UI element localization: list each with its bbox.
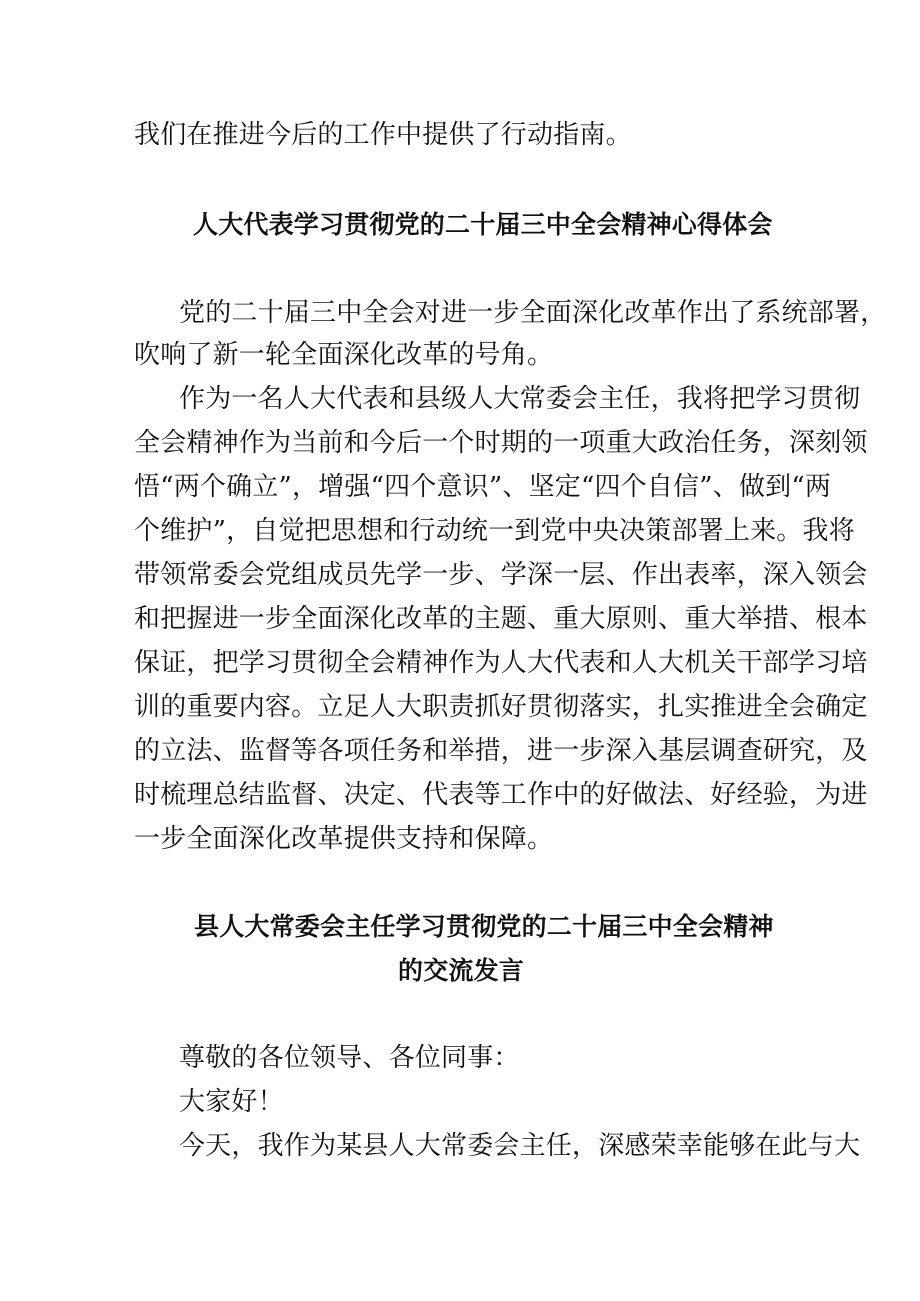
- section1-para2-line4: 个维护”，自觉把思想和行动统一到党中央决策部署上来。我将: [134, 516, 855, 546]
- section1-para2-line10: 时梳理总结监督、决定、代表等工作中的好做法、好经验，为进: [134, 780, 868, 810]
- section2-title-line2: 的交流发言: [398, 956, 525, 985]
- section1-para2-line1: 作为一名人大代表和县级人大常委会主任，我将把学习贯彻: [179, 384, 861, 414]
- section1-para2-line3: 悟“两个确立”，增强“四个意识”、坚定“四个自信”、做到“两: [134, 472, 832, 502]
- section1-para1-line1: 党的二十届三中全会对进一步全面深化改革作出了系统部署，: [179, 298, 887, 328]
- section2-title-line1: 县人大常委会主任学习贯彻党的二十届三中全会精神: [194, 912, 774, 941]
- section2-opening: 今天，我作为某县人大常委会主任，深感荣幸能够在此与大: [179, 1131, 861, 1161]
- section2-greeting: 大家好！: [179, 1087, 284, 1117]
- section1-para1-line2: 吹响了新一轮全面深化改革的号角。: [134, 340, 554, 370]
- section1-para2-line5: 带领常委会党组成员先学一步、学深一层、作出表率，深入领会: [134, 560, 868, 590]
- section1-para2-line8: 训的重要内容。立足人大职责抓好贯彻落实，扎实推进全会确定: [134, 692, 868, 722]
- continuation-line: 我们在推进今后的工作中提供了行动指南。: [134, 120, 632, 150]
- section1-para2-line9: 的立法、监督等各项任务和举措，进一步深入基层调查研究，及: [134, 736, 868, 766]
- section1-title: 人大代表学习贯彻党的二十届三中全会精神心得体会: [193, 210, 773, 239]
- section1-para2-line2: 全会精神作为当前和今后一个时期的一项重大政治任务，深刻领: [134, 428, 868, 458]
- section1-para2-line11: 一步全面深化改革提供支持和保障。: [134, 824, 554, 854]
- section1-para2-line7: 保证，把学习贯彻全会精神作为人大代表和人大机关干部学习培: [134, 648, 868, 678]
- section1-para2-line6: 和把握进一步全面深化改革的主题、重大原则、重大举措、根本: [134, 604, 868, 634]
- section2-salutation: 尊敬的各位领导、各位同事：: [179, 1043, 520, 1073]
